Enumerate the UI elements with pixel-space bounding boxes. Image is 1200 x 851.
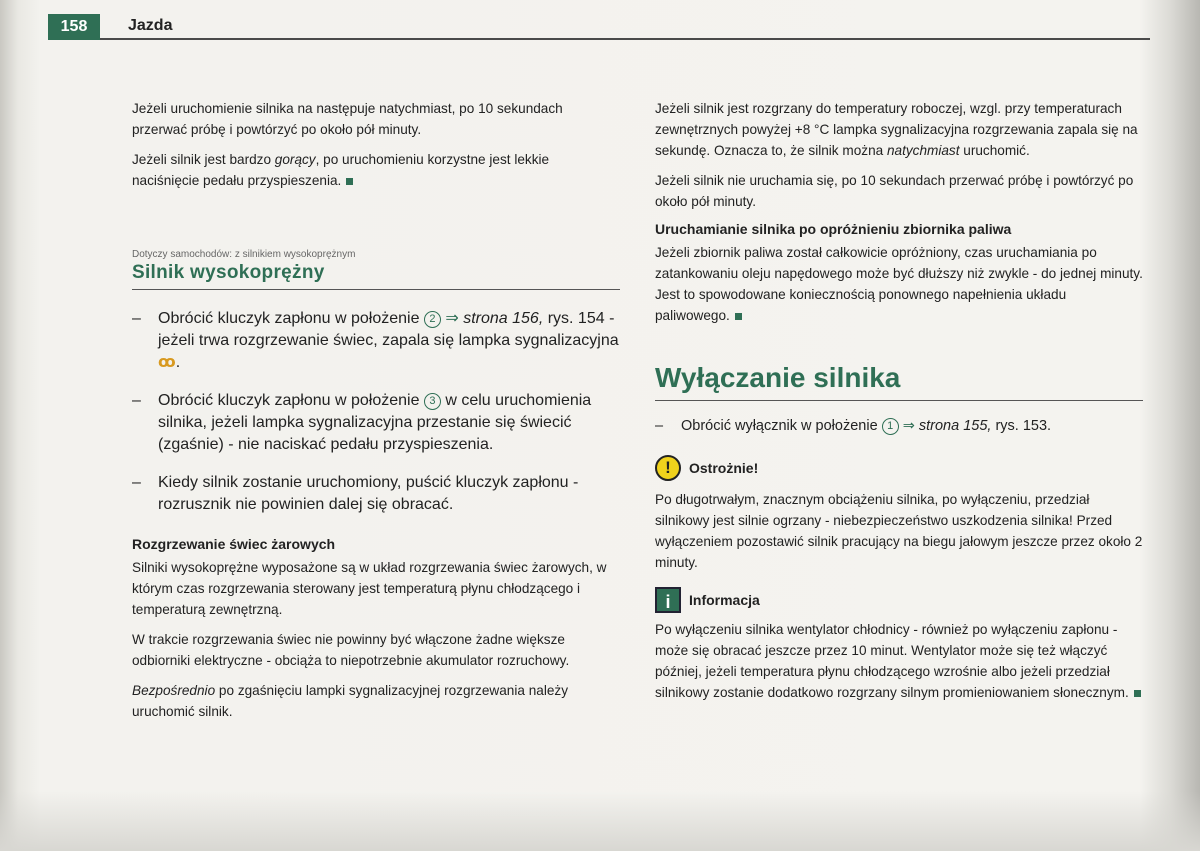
header-rule [100, 38, 1150, 40]
info-text: Po wyłączeniu silnika wentylator chłodnicy - również po wyłączeniu zapłonu - może się obracać jeszcze przez 10 minut. Wentylator może się też włączyć później, jeżeli temperatura płynu chłodzącego wzrośnie albo jeżeli przedział silnikowy zostanie dodatkowo rozgrzany silnym promieniowaniem słonecznym. [655, 619, 1143, 703]
page-bottom-shadow [0, 791, 1200, 851]
paragraph: Bezpośrednio po zgaśnięciu lampki sygnalizacyjnej rozgrzewania należy uruchomić silnik. [132, 683, 569, 719]
paragraph: Jeżeli silnik jest bardzo gorący, po uruchomieniu korzystne jest lekkie naciśnięcie pedału przyspieszenia. [132, 152, 550, 188]
info-header [655, 587, 1143, 613]
page-number: 158 [48, 14, 100, 40]
paragraph: Silniki wysokoprężne wyposażone są w układ rozgrzewania świec żarowych, w którym czas rozgrzewania sterowany jest temperaturą płynu chłodzącego i temperaturą zewnętrzną. [132, 560, 607, 617]
paragraph: Jeżeli zbiornik paliwa został całkowicie opróżniony, czas uruchamiania po zatankowaniu oleju napędowego może być dłuższy niż zwykle - do jednej minuty. Jest to spowodowane koniecznością ponownego napełnienia układu paliwowego. [655, 245, 1143, 323]
warning-icon: ! [655, 455, 681, 481]
position-3-icon: 3 [424, 393, 441, 410]
applies-to-note: Dotyczy samochodów: z silnikiem wysokoprężnym [132, 249, 356, 260]
section-heading: Silnik wysokoprężny [132, 262, 620, 290]
instruction-step: – Obrócić kluczyk zapłonu w położenie 2 ⇒ strona 156, rys. 154 - jeżeli trwa rozgrzewanie świec, zapala się lampka sygnalizacyjna ꝏ. [132, 310, 619, 371]
warning-label: Ostrożnie! [689, 460, 759, 476]
page-reference[interactable]: strona 156, [463, 310, 544, 327]
warning-text: Po długotrwałym, znacznym obciążeniu silnika, po wyłączeniu, przedział silnikowy jest silnie ogrzany - niebezpieczeństwo uszkodzenia silnika! Przed wyłączeniem pozostawić silnik pracujący na biegu jałowym jeszcze przez około 2 minuty. [655, 492, 1143, 570]
paragraph: Jeżeli uruchomienie silnika na następuje natychmiast, po 10 sekundach przerwać próbę i powtórzyć po około pół minuty. [132, 101, 563, 137]
right-column [655, 98, 1143, 712]
instruction-step: – Obrócić kluczyk zapłonu w położenie 3 w celu uruchomienia silnika, jeżeli lampka sygnalizacyjna przestanie się świecić (zgaśnie) - nie naciskać pedału przyspieszenia. [132, 392, 592, 453]
end-mark-icon [735, 313, 742, 320]
subheading: Uruchamianie silnika po opróżnieniu zbiornika paliwa [655, 221, 1012, 237]
subheading: Rozgrzewanie świec żarowych [132, 536, 336, 552]
paragraph: W trakcie rozgrzewania świec nie powinny być włączone żadne większe odbiorniki elektryczne - obciąża to niepotrzebnie akumulator rozruchowy. [132, 632, 570, 668]
glow-plug-warning-icon: ꝏ [158, 354, 176, 371]
position-2-icon: 2 [424, 311, 441, 328]
end-mark-icon [1134, 690, 1141, 697]
section-heading: Wyłączanie silnika [655, 356, 1143, 401]
position-1-icon: 1 [882, 418, 899, 435]
page-reference[interactable]: strona 155, [918, 418, 992, 434]
left-column [132, 98, 620, 731]
warning-header [655, 455, 1143, 481]
info-label: Informacja [689, 592, 760, 608]
instruction-step: – Obrócić wyłącznik w położenie 1 ⇒ strona 155, rys. 153. [655, 418, 1052, 434]
paragraph: Jeżeli silnik jest rozgrzany do temperatury roboczej, wzgl. przy temperaturach zewnętrznych powyżej +8 °C lampka sygnalizacyjna rozgrzewania zapala się na sekundę. Oznacza to, że silnik można natychmiast uruchomić. [655, 101, 1138, 158]
info-icon: i [655, 587, 681, 613]
paragraph: Jeżeli silnik nie uruchamia się, po 10 sekundach przerwać próbę i powtórzyć po około pół minuty. [655, 173, 1134, 209]
page-header [0, 14, 1150, 40]
instruction-step: – Kiedy silnik zostanie uruchomiony, puścić kluczyk zapłonu - rozrusznik nie powinien dalej się obracać. [132, 474, 579, 513]
end-mark-icon [346, 178, 353, 185]
section-title: Jazda [128, 17, 173, 34]
